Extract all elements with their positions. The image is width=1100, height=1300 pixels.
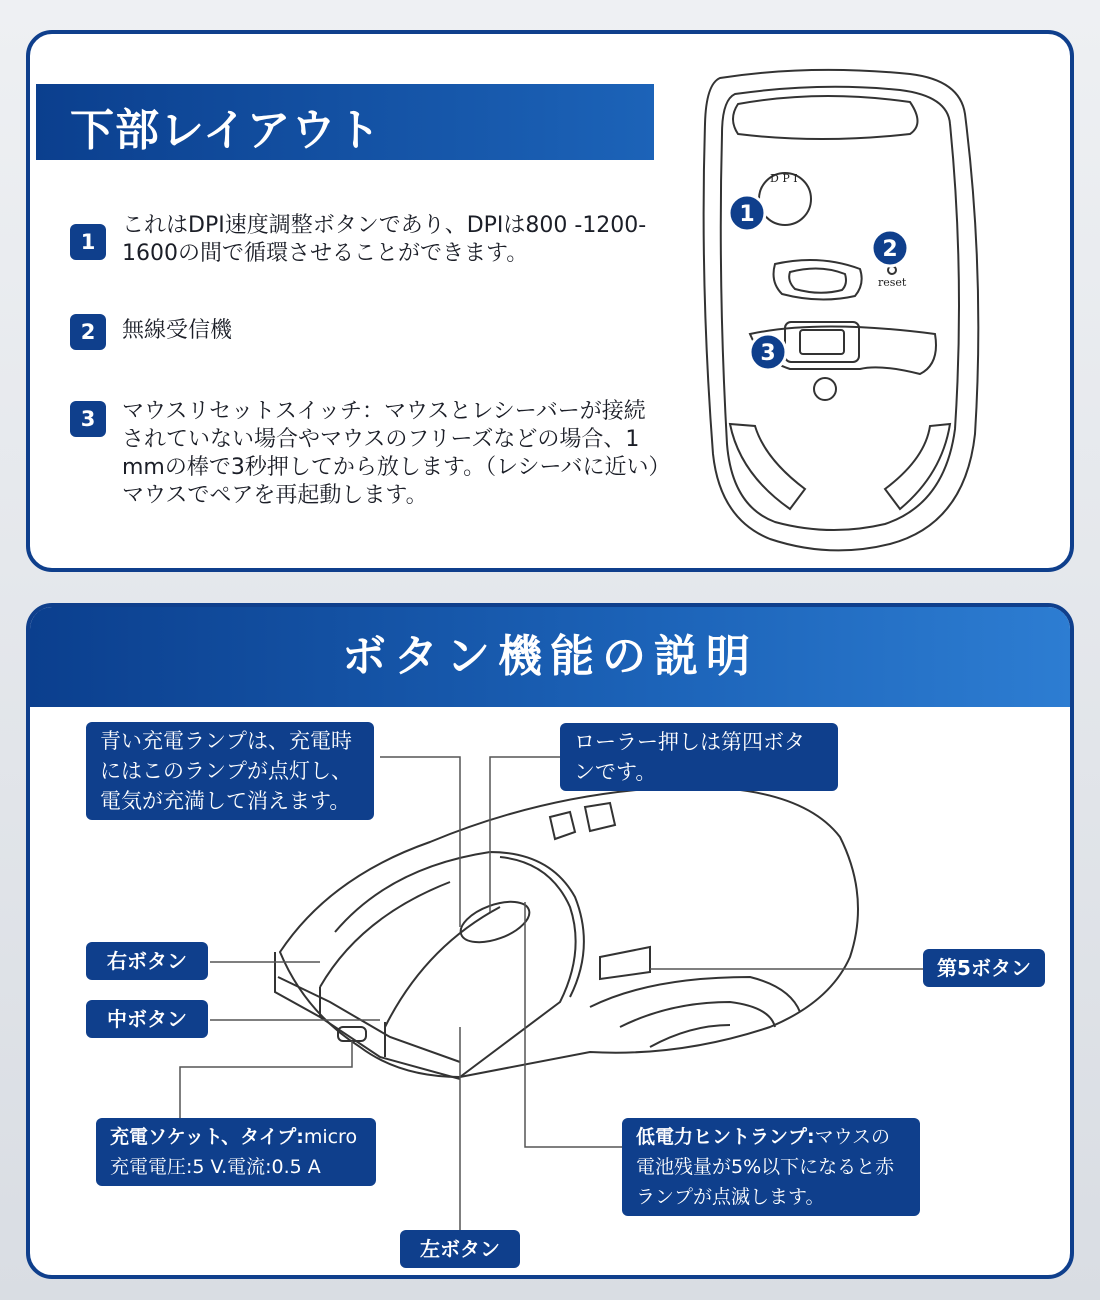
left-button-callout: 左ボタン — [400, 1230, 520, 1268]
low-power-text: マウスの電池残量が5%以下になると赤ランプが点滅します。 — [636, 1126, 895, 1208]
low-power-callout — [622, 1118, 920, 1216]
item-1-badge: 1 — [70, 224, 106, 260]
button-functions-panel — [26, 603, 1074, 1279]
bottom-layout-panel — [26, 30, 1074, 572]
right-button-callout: 右ボタン — [86, 942, 208, 980]
dpi-text: D P I — [770, 172, 798, 185]
mouse-bottom-diagram — [30, 34, 1070, 568]
reset-text: reset — [878, 276, 907, 289]
marker-1 — [729, 195, 765, 231]
middle-button-callout: 中ボタン — [86, 1000, 208, 1038]
socket-type: micro — [303, 1126, 358, 1148]
roller-callout: ローラー押しは第四ボタンです。 — [560, 723, 838, 791]
marker-2 — [872, 230, 908, 266]
socket-title: 充電ソケット、タイプ: — [110, 1126, 304, 1148]
marker-3-label: 3 — [760, 341, 776, 366]
socket-spec: 充電電圧:5 V.電流:0.5 A — [110, 1156, 321, 1178]
charge-lamp-callout: 青い充電ランプは、充電時にはこのランプが点灯し、電気が充満して消えます。 — [86, 722, 374, 820]
item-2-text: 無線受信機 — [122, 318, 233, 343]
item-2-badge: 2 — [70, 314, 106, 350]
marker-1-label: 1 — [739, 202, 755, 227]
marker-2-label: 2 — [882, 237, 898, 262]
item-3-text: マウスリセットスイッチ：マウスとレシーバーが接続されていない場合やマウスのフリーズなどの場合、1 mmの棒で3秒押してから放します。（レシーバに近い）マウスでペアを再起動します。 — [122, 399, 660, 508]
socket-callout — [96, 1118, 376, 1186]
item-3-badge: 3 — [70, 401, 106, 437]
low-power-title: 低電力ヒントランプ: — [636, 1126, 815, 1148]
fifth-button-callout: 第5ボタン — [923, 949, 1045, 987]
marker-3 — [750, 334, 786, 370]
item-1-text: これはDPI速度調整ボタンであり、DPIは800 -1200-1600の間で循環させることができます。 — [122, 213, 647, 266]
button-functions-title: ボタン機能の説明 — [342, 631, 758, 682]
bottom-layout-title: 下部レイアウト — [70, 105, 382, 156]
